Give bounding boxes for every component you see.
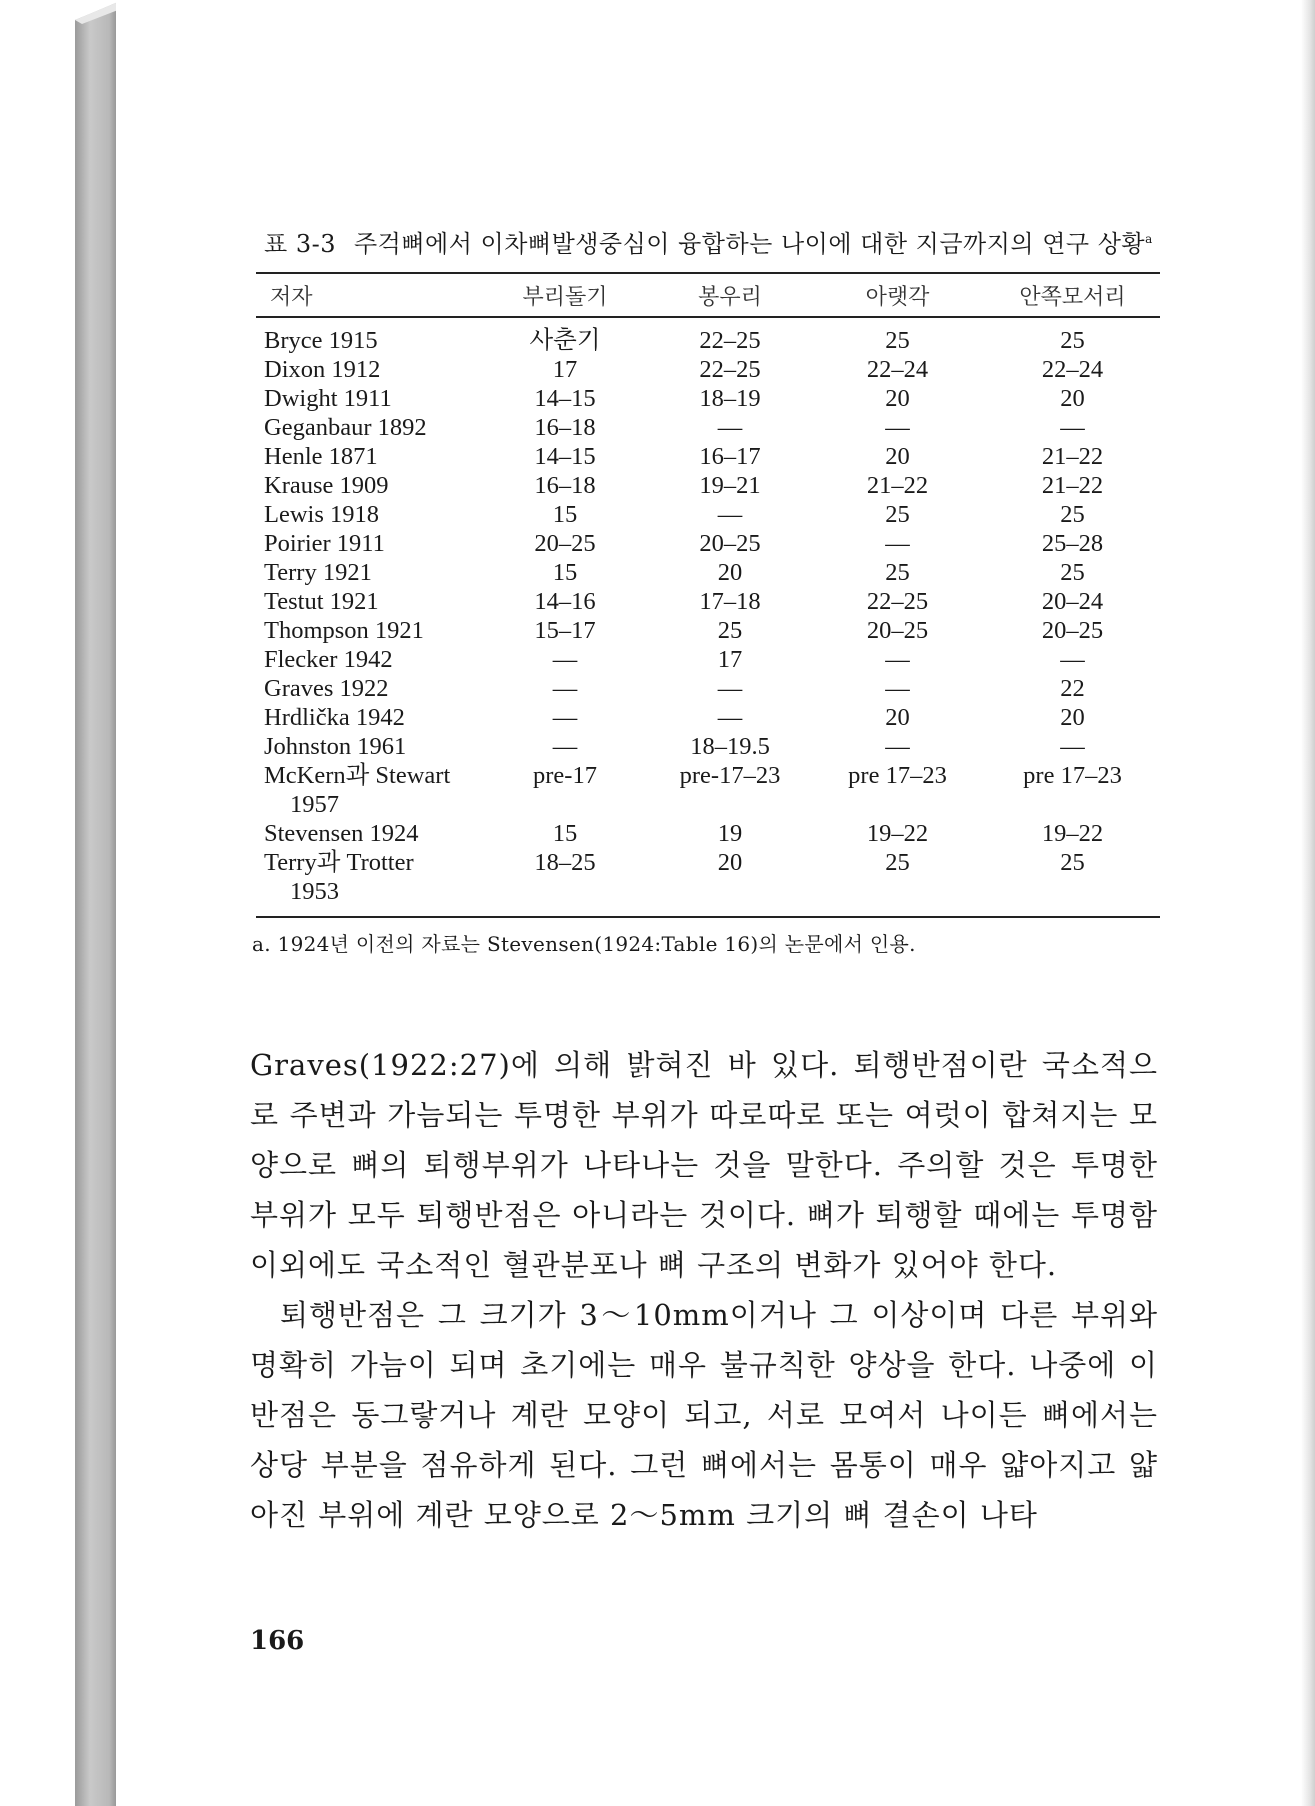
coracoid-cell: 15 — [552, 559, 578, 586]
coracoid-cell: — — [552, 704, 578, 731]
table-bottom-rule — [256, 916, 1160, 918]
author-name: Thompson 1921 — [264, 617, 424, 644]
acromion-cell: pre-17–23 — [679, 762, 781, 789]
acromion-cell: 17–18 — [699, 588, 761, 615]
coracoid-cell: 14–16 — [534, 588, 596, 615]
inferior-angle-cell: — — [885, 675, 910, 702]
medial-border-cell: — — [1060, 733, 1085, 760]
header-medial-border: 안쪽모서리 — [1019, 284, 1126, 310]
body-paragraph: Graves(1922:27)에 의해 밝혀진 바 있다. 퇴행반점이란 국소적으로 주변과 가늠되는 투명한 부위가 따로따로 또는 여럿이 합쳐지는 모양으로 뼈의 퇴행부위가 나타나는 것을 말한다. 주의할 것은 투명한 부위가 모두 퇴행반점은 아니라는 것이다. 뼈가 퇴행할 때에는 투명함 이외에도 국소적인 혈관분포나 뼈 구조의 변화가 있어야 한다. — [250, 1048, 1158, 1282]
acromion-cell: 19–21 — [699, 472, 761, 499]
author-cell — [256, 587, 480, 616]
inferior-angle-cell: 20 — [885, 443, 910, 470]
author-cell — [256, 761, 480, 819]
header-inferior-angle: 아랫각 — [865, 284, 930, 310]
author-name: Testut 1921 — [264, 588, 379, 615]
medial-border-cell: 21–22 — [1041, 443, 1104, 470]
table-row — [256, 732, 1160, 761]
header-author: 저자 — [270, 284, 313, 310]
coracoid-cell: — — [552, 675, 578, 702]
body-paragraph: 퇴행반점은 그 크기가 3～10mm이거나 그 이상이며 다른 부위와 명확히 가늠이 되며 초기에는 매우 불규칙한 양상을 한다. 나중에 이 반점은 동그랗거나 계란 모양이 되고, 서로 모여서 나이든 뼈에서는 상당 부분을 점유하게 된다. 그런 뼈에서는 몸통이 매우 얇아지고 얇아진 부위에 계란 모양으로 2～5mm 크기의 뼈 결손이 나타 — [250, 1298, 1158, 1532]
author-name: Graves 1922 — [264, 675, 389, 702]
table-title: 주걱뼈에서 이차뼈발생중심이 융합하는 나이에 대한 지금까지의 연구 상황 — [353, 230, 1146, 258]
author-name: Terry과 Trotter — [264, 849, 414, 876]
medial-border-cell: 19–22 — [1041, 820, 1104, 847]
inferior-angle-cell: — — [885, 530, 910, 557]
table-row — [256, 413, 1160, 442]
author-year: 1953 — [290, 878, 339, 905]
author-cell — [256, 355, 480, 384]
inferior-angle-cell: 20–25 — [866, 617, 929, 644]
author-name: Johnston 1961 — [264, 733, 407, 760]
body-text — [250, 1040, 1158, 1540]
inferior-angle-cell: — — [885, 414, 910, 441]
medial-border-cell: 25 — [1060, 849, 1085, 876]
author-cell — [256, 413, 480, 442]
author-name: Krause 1909 — [264, 472, 389, 499]
coracoid-cell: 15 — [552, 501, 578, 528]
inferior-angle-cell: 25 — [885, 327, 910, 354]
author-cell — [256, 558, 480, 587]
acromion-cell: 22–25 — [699, 356, 761, 383]
author-name: Geganbaur 1892 — [264, 414, 427, 441]
acromion-cell: — — [717, 675, 743, 702]
medial-border-cell: 22 — [1060, 675, 1085, 702]
table-row — [256, 587, 1160, 616]
table-number: 표 3-3 — [264, 230, 336, 258]
medial-border-cell: 20–24 — [1041, 588, 1104, 615]
medial-border-cell: 22–24 — [1041, 356, 1104, 383]
table-row — [256, 500, 1160, 529]
table-row — [256, 442, 1160, 471]
author-cell — [256, 819, 480, 848]
inferior-angle-cell: 20 — [885, 704, 910, 731]
coracoid-cell: 16–18 — [534, 414, 596, 441]
acromion-cell: 16–17 — [699, 443, 761, 470]
coracoid-cell: 14–15 — [534, 443, 596, 470]
medial-border-cell: 25 — [1060, 327, 1085, 354]
inferior-angle-cell: pre 17–23 — [848, 762, 947, 789]
medial-border-cell: — — [1060, 414, 1085, 441]
author-cell — [256, 326, 480, 355]
inferior-angle-cell: 22–24 — [866, 356, 929, 383]
caption-footnote-mark: a — [1145, 232, 1153, 246]
author-cell — [256, 674, 480, 703]
coracoid-cell: 15 — [552, 820, 578, 847]
inferior-angle-cell: 25 — [885, 501, 910, 528]
author-cell — [256, 616, 480, 645]
table-row — [256, 848, 1160, 906]
acromion-cell: 20 — [717, 559, 743, 586]
acromion-cell: — — [717, 414, 743, 441]
coracoid-cell: — — [552, 733, 578, 760]
table-row — [256, 761, 1160, 819]
author-cell — [256, 732, 480, 761]
table-row — [256, 471, 1160, 500]
coracoid-cell: pre-17 — [533, 762, 597, 789]
coracoid-cell: 18–25 — [534, 849, 596, 876]
author-name: Stevensen 1924 — [264, 820, 419, 847]
table-row — [256, 616, 1160, 645]
inferior-angle-cell: 21–22 — [866, 472, 929, 499]
table-row — [256, 819, 1160, 848]
acromion-cell: — — [717, 704, 743, 731]
table-row — [256, 355, 1160, 384]
author-name: McKern과 Stewart — [264, 762, 451, 789]
coracoid-cell: 20–25 — [534, 530, 596, 557]
table-caption — [264, 224, 1264, 259]
acromion-cell: 25 — [717, 617, 743, 644]
coracoid-cell: 사춘기 — [529, 327, 601, 354]
author-cell — [256, 529, 480, 558]
header-coracoid: 부리돌기 — [522, 284, 608, 310]
table-row — [256, 384, 1160, 413]
header-acromion: 봉우리 — [698, 284, 762, 310]
acromion-cell: 17 — [717, 646, 743, 673]
author-cell — [256, 442, 480, 471]
medial-border-cell: pre 17–23 — [1023, 762, 1122, 789]
acromion-cell: 22–25 — [699, 327, 761, 354]
medial-border-cell: 25 — [1060, 501, 1085, 528]
coracoid-cell: 17 — [552, 356, 578, 383]
fusion-age-table — [256, 274, 1160, 906]
author-name: Hrdlička 1942 — [264, 704, 405, 731]
author-cell — [256, 703, 480, 732]
acromion-cell: 20 — [717, 849, 743, 876]
author-cell — [256, 471, 480, 500]
medial-border-cell: 20 — [1060, 704, 1085, 731]
medial-border-cell: — — [1060, 646, 1085, 673]
table-row — [256, 645, 1160, 674]
author-cell — [256, 384, 480, 413]
author-cell — [256, 848, 480, 906]
author-name: Poirier 1911 — [264, 530, 385, 557]
author-name: Terry 1921 — [264, 559, 372, 586]
acromion-cell: 19 — [717, 820, 743, 847]
inferior-angle-cell: — — [885, 646, 910, 673]
medial-border-cell: 20–25 — [1041, 617, 1104, 644]
table-footnote: a. 1924년 이전의 자료는 Stevensen(1924:Table 16)의 논문에서 인용. — [252, 932, 916, 956]
table-row — [256, 674, 1160, 703]
acromion-cell: 18–19.5 — [690, 733, 770, 760]
table-row — [256, 558, 1160, 587]
author-cell — [256, 500, 480, 529]
acromion-cell: 18–19 — [699, 385, 761, 412]
author-year: 1957 — [290, 791, 339, 818]
author-cell — [256, 645, 480, 674]
inferior-angle-cell: — — [885, 733, 910, 760]
book-spine — [0, 0, 120, 1806]
inferior-angle-cell: 20 — [885, 385, 910, 412]
coracoid-cell: 15–17 — [534, 617, 596, 644]
author-name: Dixon 1912 — [264, 356, 381, 383]
table-row — [256, 326, 1160, 355]
acromion-cell: 20–25 — [699, 530, 761, 557]
table-header-row — [256, 274, 1160, 316]
author-name: Dwight 1911 — [264, 385, 392, 412]
acromion-cell: — — [717, 501, 743, 528]
author-name: Henle 1871 — [264, 443, 378, 470]
coracoid-cell: 14–15 — [534, 385, 596, 412]
medial-border-cell: 20 — [1060, 385, 1085, 412]
coracoid-cell: 16–18 — [534, 472, 596, 499]
inferior-angle-cell: 25 — [885, 559, 910, 586]
page-number: 166 — [250, 1626, 305, 1656]
medial-border-cell: 21–22 — [1041, 472, 1104, 499]
medial-border-cell: 25 — [1060, 559, 1085, 586]
page-edge-shadow — [1301, 0, 1315, 1806]
medial-border-cell: 25–28 — [1041, 530, 1104, 557]
coracoid-cell: — — [552, 646, 578, 673]
author-name: Bryce 1915 — [264, 327, 378, 354]
inferior-angle-cell: 22–25 — [866, 588, 929, 615]
table-row — [256, 703, 1160, 732]
author-name: Lewis 1918 — [264, 501, 379, 528]
table-row — [256, 529, 1160, 558]
inferior-angle-cell: 19–22 — [866, 820, 929, 847]
inferior-angle-cell: 25 — [885, 849, 910, 876]
author-name: Flecker 1942 — [264, 646, 393, 673]
